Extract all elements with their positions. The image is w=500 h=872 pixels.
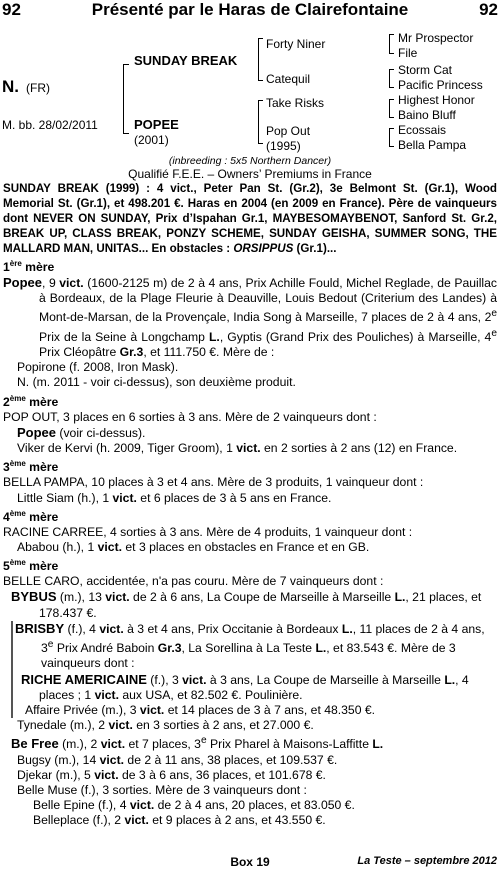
text: (m.), 13 [56, 590, 106, 605]
text: de 2 à 6 ans, La Coupe de Marseille à Marseille [129, 590, 395, 605]
produce-line [3, 768, 497, 783]
text: Belleplace (f.), 2 [33, 813, 125, 828]
text: , La Sorellina à La Teste [181, 641, 316, 656]
bracket-line [389, 34, 390, 54]
page-header [0, 0, 500, 22]
gen-number: 5 [3, 559, 10, 574]
page-footer [0, 855, 500, 871]
horse-name: Popee [17, 424, 57, 440]
bracket-line [258, 100, 259, 144]
inbreeding-note: (inbreeding : 5x5 Northern Dancer) [168, 155, 332, 167]
bracket-line [389, 146, 394, 147]
sale-location: La Teste – septembre 2012 [357, 855, 497, 867]
bracket-line [258, 38, 259, 81]
dam-sire-dam: Baino Bluff [398, 108, 456, 122]
produce-line: Popirone (f. 2008, Iron Mask). [17, 360, 179, 375]
sire-dam-sire: Storm Cat [398, 63, 453, 77]
group-label: Gr.3 [157, 641, 182, 656]
dam-name: POPEE [134, 117, 179, 132]
horse-name: BRISBY [15, 620, 65, 636]
listed-label: L. [208, 329, 220, 344]
produce-line [3, 540, 497, 555]
text: Prix Pharel à Maisons-Laffitte [206, 737, 373, 752]
dam-name: Popee [3, 275, 43, 291]
text: à 3 ans, La Coupe de Marseille à Marseille [206, 672, 445, 687]
gen-suffix: ème [9, 393, 26, 403]
box-number: Box 19 [230, 855, 270, 869]
vict-label: vict. [99, 621, 124, 636]
bracket-line [389, 69, 390, 88]
text: , et 83.543 €. Mère de 3 vainqueurs dont : [41, 641, 456, 671]
bracket-line [389, 128, 394, 129]
gen-number: 1 [3, 260, 10, 275]
gen-suffix: ème [9, 459, 26, 469]
bracket-line [389, 53, 394, 54]
generation-heading [3, 256, 497, 275]
text: Djekar (m.), 5 [17, 767, 95, 782]
gen-number: 3 [3, 460, 10, 475]
sire-text-end: (Gr.1)... [293, 242, 337, 255]
dam-year: (2001) [134, 133, 169, 147]
sire-dam-dam: Pacific Princess [398, 78, 483, 92]
superscript: e [491, 327, 497, 339]
text: Bugsy (m.), 14 [17, 752, 100, 767]
gen-suffix: ère [9, 259, 22, 268]
bracket-line [258, 80, 263, 81]
lot-number-left: 92 [2, 0, 21, 19]
sire-name: SUNDAY BREAK [134, 53, 238, 68]
text: , 11 places de 2 à 4 ans, 3 [41, 621, 485, 656]
produce-line [3, 491, 497, 506]
superscript: e [47, 639, 54, 651]
text: Ababou (h.), 1 [17, 540, 98, 555]
text: et 9 places à 2 ans, et 43.550 €. [148, 813, 326, 828]
produce-line [3, 441, 497, 456]
vict-label: vict. [97, 540, 123, 555]
page-title: Présenté par le Haras de Clairefontaine [91, 0, 409, 19]
listed-label: L. [394, 590, 406, 605]
dam-sire-sire: Highest Honor [398, 93, 475, 107]
sire-sire: Forty Niner [266, 37, 326, 51]
text: et 6 places de 3 à 5 ans en France. [136, 490, 332, 505]
text: , 4 places ; 1 [39, 672, 469, 702]
text: de 2 à 11 ans, 38 places, et 109.537 €. [124, 752, 338, 767]
bracket-line [389, 99, 390, 118]
bracket-line [389, 128, 390, 147]
vict-label: vict. [182, 672, 207, 687]
text: , et 111.750 €. Mère de : [143, 345, 275, 359]
bracket-line [258, 38, 263, 39]
vict-label: vict. [99, 752, 125, 767]
gen-word: mère [25, 509, 59, 524]
produce-line [3, 589, 497, 620]
generation-heading [3, 506, 497, 525]
dam-sire: Take Risks [266, 96, 325, 110]
dam-dam-dam: Bella Pampa [398, 138, 467, 152]
dam-dam-sire: Ecossais [398, 123, 447, 137]
text: (voir ci-dessus). [56, 425, 146, 440]
superscript: e [200, 735, 207, 747]
horse-birth: M. bb. 28/02/2011 [2, 118, 98, 132]
sire-text-italic: ORSIPPUS [233, 242, 294, 255]
text: (m.), 2 [58, 737, 101, 752]
gen-word: mère [25, 559, 59, 574]
text: (1600-2125 m) de 2 à 4 ans, Prix Achille Fould, Michel Reglade, de Pauillac à Bordeaux, de la Plage Fleurie à Deauville, Louis Bedout (Criterium des Landes) à Mont-de-Marsan, de la Provençale, India Song à Marseille, 7 places de 2 à 4 ans, 2 [39, 276, 498, 325]
bracket-line [123, 64, 129, 65]
produce-line: Belle Muse (f.), 3 sorties. Mère de 3 vainqueurs dont : [17, 783, 307, 798]
gen-suffix: ème [9, 558, 26, 568]
gen-number: 4 [3, 509, 10, 524]
gen-word: mère [21, 260, 55, 275]
gen-word: mère [25, 460, 59, 475]
vict-label: vict. [112, 490, 137, 505]
first-dam-paragraph [3, 275, 497, 360]
pedigree-table [0, 28, 500, 158]
text: et 3 places en obstacles en France et en GB. [122, 540, 370, 555]
text: de 2 à 4 ans, 20 places, et 83.050 €. [154, 798, 355, 813]
produce-line [3, 425, 497, 441]
text: Viker de Kervi (h. 2009, Tiger Groom), 1 [17, 441, 237, 456]
sire-sire-sire: Mr Prospector [398, 31, 474, 45]
listed-label: L. [444, 672, 456, 687]
superscript: e [491, 308, 497, 320]
sire-dam: Catequil [266, 72, 311, 86]
vict-label: vict. [139, 702, 165, 717]
bracket-line [258, 143, 263, 144]
text: en 3 sorties à 2 ans, et 27.000 €. [132, 718, 314, 733]
dam-line: RACINE CARREE, 4 sorties à 3 ans. Mère de 4 produits, 1 vainqueur dont : [3, 524, 413, 539]
dam-dam-year: (1995) [266, 139, 301, 153]
bracket-line [123, 64, 124, 134]
dam-line: BELLA PAMPA, 10 places à 3 et 4 ans. Mère de 3 produits, 1 vainqueur dont : [3, 475, 424, 490]
horse-name: BYBUS [11, 589, 57, 605]
bracket-line [258, 100, 263, 101]
gen-suffix: ème [9, 508, 26, 518]
listed-label: L. [315, 641, 327, 656]
vict-label: vict. [59, 276, 84, 291]
sire-text: SUNDAY BREAK (1999) : 4 vict., Peter Pan St. (Gr.2), 3e Belmont St. (Gr.1), Wood Memorial St. (Gr.1), et 498.201 €. Haras en 2004 (en 2009 en France). Père de vainqueurs dont NEVER ON SUNDAY, Prix d’Ispahan Gr.1, MAYBESOMAYBENOT, Sanford St. Gr.2, BREAK UP, CLASS BREAK, PONZY SCHEME, SUNDAY GEISHA, SUMMER SONG, THE MALLARD MAN, UNITAS... En obstacles : [3, 182, 497, 255]
family-bar [11, 621, 497, 718]
text: Prix Cléopâtre [39, 345, 120, 359]
text: et 14 places de 3 à 7 ans, et 48.350 €. [164, 702, 376, 717]
text: et 7 places, 3 [125, 737, 201, 752]
dam-line: BELLE CARO, accidentée, n'a pas couru. Mère de 7 vainqueurs dont : [3, 574, 384, 589]
text: (f.), 4 [64, 621, 100, 636]
text: , 21 places, et 178.437 €. [39, 590, 482, 620]
catalogue-content [3, 181, 497, 829]
lot-number-right: 92 [479, 0, 498, 19]
horse-name: N. [2, 77, 19, 96]
text: , Gyptis (Grand Prix des Pouliches) à Marseille, 4 [219, 329, 492, 344]
vict-label: vict. [129, 798, 155, 813]
text: Belle Epine (f.), 4 [33, 798, 130, 813]
text: aux USA, et 82.502 €. Poulinière. [118, 687, 303, 702]
bracket-line [389, 69, 394, 70]
produce-line [3, 718, 497, 733]
bracket-line [123, 133, 129, 134]
group-label: Gr.3 [119, 345, 144, 359]
listed-label: L. [372, 737, 384, 752]
sire-sire-dam: File [398, 46, 418, 60]
bracket-line [389, 34, 394, 35]
text: de 3 à 6 ans, 36 places, et 101.678 €. [118, 767, 326, 782]
dam-line: POP OUT, 3 places en 6 sorties à 3 ans. Mère de 2 vainqueurs dont : [3, 409, 377, 424]
vict-label: vict. [94, 767, 119, 782]
text: à 3 et 4 ans, Prix Occitanie à Bordeaux [123, 621, 342, 636]
vict-label: vict. [105, 590, 130, 605]
text: Prix André Baboin [53, 641, 158, 656]
text: en 2 sorties à 2 ans (12) en France. [260, 441, 458, 456]
horse-origin: (FR) [26, 81, 50, 95]
sire-paragraph [3, 181, 497, 256]
vict-label: vict. [100, 737, 126, 752]
produce-line [3, 753, 497, 768]
gen-number: 2 [3, 394, 10, 409]
generation-heading [3, 456, 497, 475]
vict-label: vict. [124, 813, 149, 828]
vict-label: vict. [94, 687, 119, 702]
qualification-note: Qualifié F.E.E. – Owners’ Premiums in France [128, 167, 372, 181]
produce-line: N. (m. 2011 - voir ci-dessus), son deuxième produit. [17, 375, 296, 390]
text: Tynedale (m.), 2 [17, 718, 109, 733]
produce-line [13, 703, 497, 718]
produce-line [3, 813, 497, 828]
generation-heading [3, 555, 497, 574]
text: Prix de la Seine à Longchamp [39, 329, 209, 344]
produce-line [3, 798, 497, 813]
horse-name: RICHE AMERICAINE [21, 671, 147, 687]
bracket-line [389, 99, 394, 100]
bracket-line [389, 87, 394, 88]
text: Little Siam (h.), 1 [17, 490, 113, 505]
produce-line [15, 621, 497, 672]
text: Affaire Privée (m.), 3 [25, 702, 140, 717]
generation-heading [3, 391, 497, 410]
listed-label: L. [341, 621, 353, 636]
vict-label: vict. [108, 718, 133, 733]
produce-line [13, 672, 497, 703]
text: (f.), 3 [146, 672, 183, 687]
produce-line [3, 733, 497, 752]
horse-name: Be Free [11, 736, 59, 752]
dam-dam: Pop Out [266, 124, 311, 138]
gen-word: mère [25, 394, 59, 409]
text: , 9 [42, 276, 60, 291]
bracket-line [389, 117, 394, 118]
vict-label: vict. [236, 441, 261, 456]
